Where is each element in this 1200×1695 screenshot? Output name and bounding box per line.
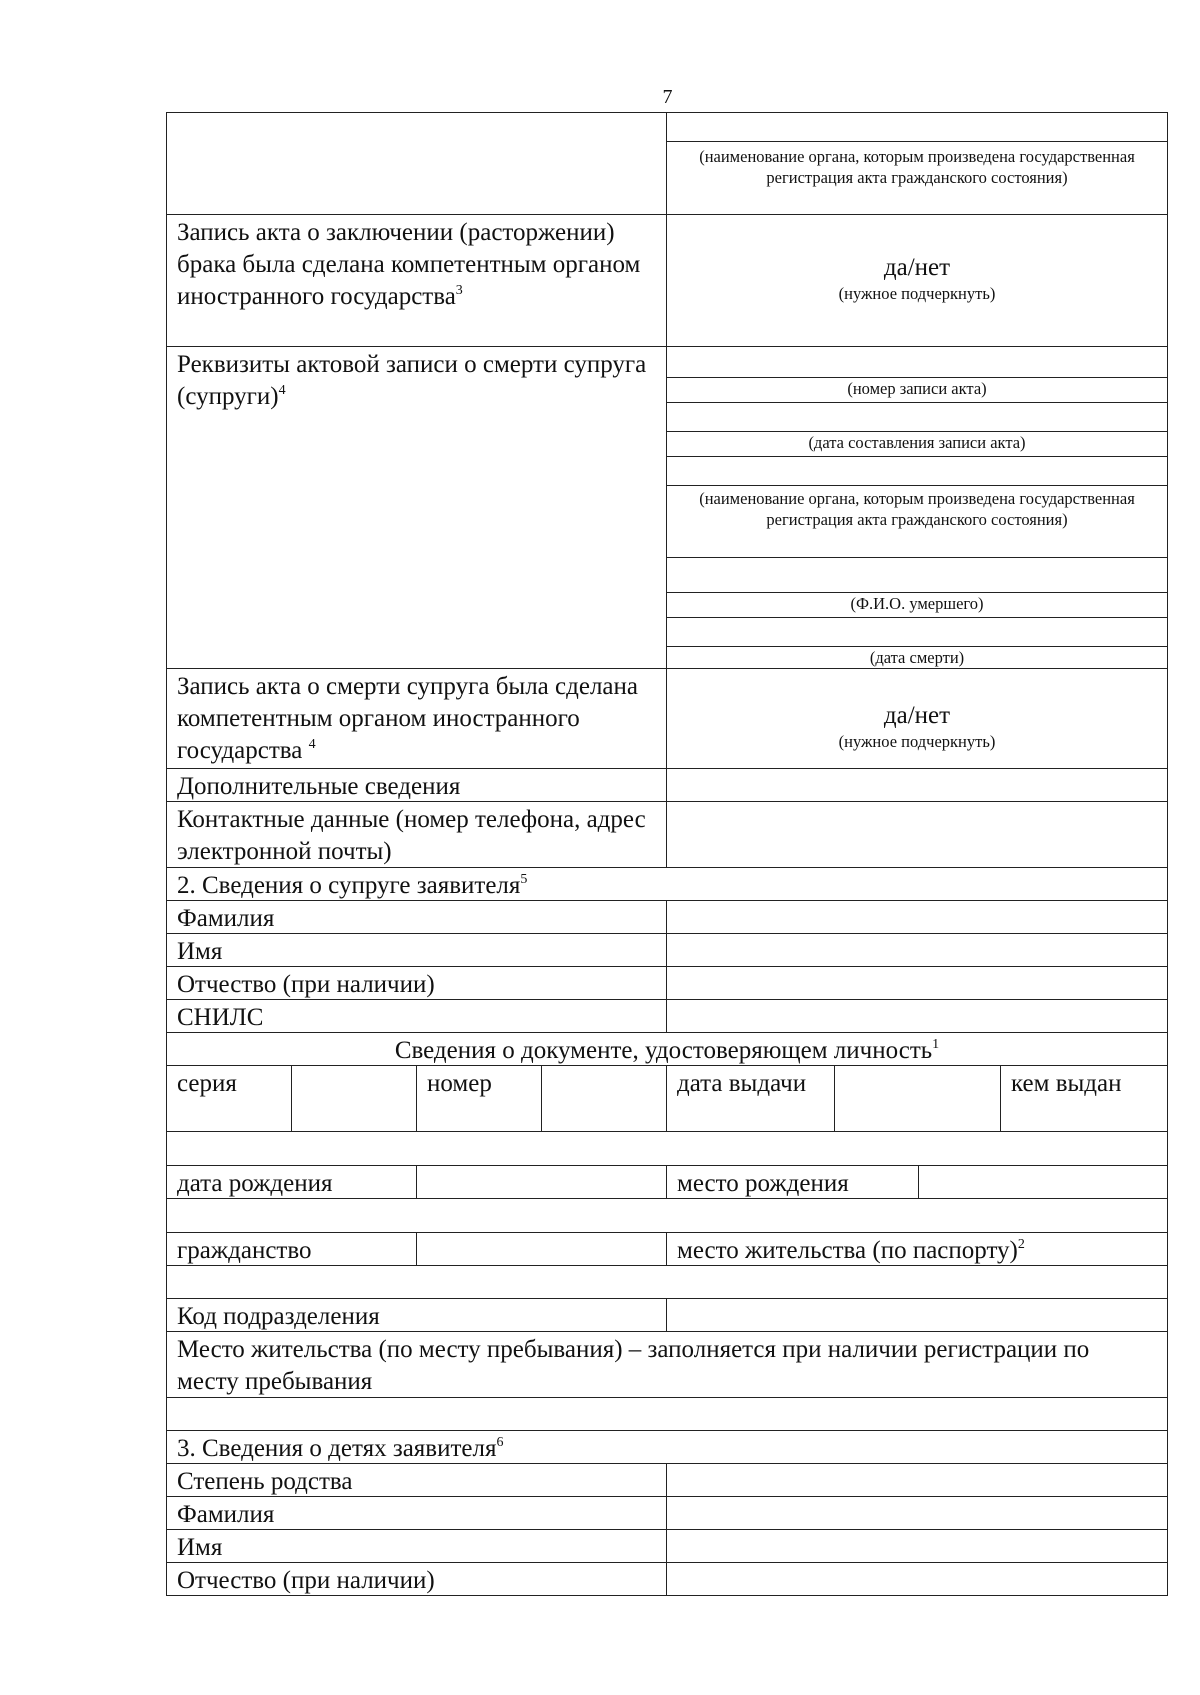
record-date-field[interactable] <box>667 403 1167 432</box>
issued-by-field[interactable] <box>167 1132 1167 1165</box>
number-field[interactable] <box>542 1066 667 1131</box>
spouse-patronymic-row <box>166 967 1168 1000</box>
organ-field[interactable] <box>667 113 1167 142</box>
child-name-row <box>166 1530 1168 1563</box>
record-number-field[interactable] <box>667 347 1167 378</box>
birth-place-extra-field[interactable] <box>167 1199 1167 1232</box>
citizenship-label: гражданство <box>167 1233 417 1265</box>
division-code-row <box>166 1299 1168 1332</box>
child-surname-field[interactable] <box>667 1497 1167 1529</box>
child-name-label: Имя <box>167 1530 667 1562</box>
issued-by-label: кем выдан <box>1011 1070 1122 1097</box>
section3-title-row <box>166 1431 1168 1464</box>
residence-value-row <box>166 1266 1168 1299</box>
residence-field[interactable] <box>167 1266 1167 1298</box>
spouse-snils-row <box>166 1000 1168 1033</box>
child-patronymic-row <box>166 1563 1168 1596</box>
foreign-death-label: Запись акта о смерти супруга была сделана компетентным органом иностранного государства $^4$ <box>167 669 667 768</box>
section2-title: 2. Сведения о супруге заявителя$^5$ <box>177 872 528 899</box>
series-field[interactable] <box>292 1066 417 1131</box>
foreign-death-row <box>166 669 1168 769</box>
stay-place-value-row <box>166 1398 1168 1431</box>
death-record-label: Реквизиты актовой записи о смерти супруга (супруги)$^4$ <box>167 347 667 668</box>
contacts-field[interactable] <box>667 802 1167 867</box>
stay-place-row <box>166 1332 1168 1398</box>
organ-caption: (наименование органа, которым произведена государственная регистрация акта гражданского состояния) <box>699 147 1135 187</box>
spouse-name-row <box>166 934 1168 967</box>
birth-date-field[interactable] <box>417 1166 667 1198</box>
id-doc-fields-row <box>166 1066 1168 1132</box>
underline-hint: (нужное подчеркнуть) <box>838 284 996 303</box>
issued-by-value-row <box>166 1132 1168 1166</box>
child-patronymic-label: Отчество (при наличии) <box>167 1563 667 1595</box>
stay-place-field[interactable] <box>167 1398 1167 1430</box>
foreign-marriage-row <box>166 215 1168 347</box>
empty-label-cell <box>167 113 667 214</box>
additional-row <box>166 769 1168 802</box>
record-number-caption: (номер записи акта) <box>667 378 1167 403</box>
issue-date-label: дата выдачи <box>667 1066 835 1131</box>
division-code-label: Код подразделения <box>167 1299 667 1331</box>
death-organ-caption: (наименование органа, которым произведена государственная регистрация акта гражданского состояния) <box>667 486 1167 558</box>
contacts-row <box>166 802 1168 868</box>
number-label: номер <box>417 1066 542 1131</box>
spouse-surname-label: Фамилия <box>167 901 667 933</box>
record-date-caption: (дата составления записи акта) <box>667 432 1167 457</box>
child-surname-label: Фамилия <box>167 1497 667 1529</box>
spouse-patronymic-label: Отчество (при наличии) <box>167 967 667 999</box>
yes-no-choice-death[interactable]: да/нет <box>883 702 951 729</box>
issue-date-field[interactable] <box>835 1066 1001 1131</box>
death-record-row <box>166 347 1168 669</box>
spouse-patronymic-field[interactable] <box>667 967 1167 999</box>
birth-place-label: место рождения <box>667 1166 919 1198</box>
contacts-label: Контактные данные (номер телефона, адрес электронной почты) <box>167 802 667 867</box>
additional-label: Дополнительные сведения <box>167 769 667 801</box>
underline-hint-death: (нужное подчеркнуть) <box>838 732 996 751</box>
birth-place-value-row <box>166 1199 1168 1233</box>
id-doc-header: Сведения о документе, удостоверяющем личность$^1$ <box>394 1037 940 1064</box>
child-patronymic-field[interactable] <box>667 1563 1167 1595</box>
child-surname-row <box>166 1497 1168 1530</box>
death-organ-field[interactable] <box>667 457 1167 486</box>
residence-label: место жительства (по паспорту)$^2$ <box>677 1237 1025 1264</box>
spouse-snils-field[interactable] <box>667 1000 1167 1032</box>
id-doc-header-row <box>166 1033 1168 1066</box>
series-label: серия <box>167 1066 292 1131</box>
spouse-snils-label: СНИЛС <box>167 1000 667 1032</box>
application-form <box>166 112 1168 1596</box>
organ-row <box>166 113 1168 215</box>
foreign-marriage-label: Запись акта о заключении (расторжении) брака была сделана компетентным органом иностранного государства$^3$ <box>167 215 667 346</box>
child-name-field[interactable] <box>667 1530 1167 1562</box>
page-number: 7 <box>662 86 673 108</box>
spouse-surname-field[interactable] <box>667 901 1167 933</box>
death-date-field[interactable] <box>667 618 1167 647</box>
spouse-surname-row <box>166 901 1168 934</box>
birth-row <box>166 1166 1168 1199</box>
citizenship-field[interactable] <box>417 1233 667 1265</box>
division-code-field[interactable] <box>667 1299 1167 1331</box>
child-relation-row <box>166 1464 1168 1497</box>
spouse-name-field[interactable] <box>667 934 1167 966</box>
deceased-name-caption: (Ф.И.О. умершего) <box>667 593 1167 618</box>
deceased-name-field[interactable] <box>667 558 1167 593</box>
spouse-name-label: Имя <box>167 934 667 966</box>
section2-title-row <box>166 868 1168 901</box>
birth-place-field[interactable] <box>919 1166 1167 1198</box>
child-relation-field[interactable] <box>667 1464 1167 1496</box>
child-relation-label: Степень родства <box>167 1464 667 1496</box>
yes-no-choice[interactable]: да/нет <box>883 254 951 281</box>
section3-title: 3. Сведения о детях заявителя$^6$ <box>177 1435 504 1462</box>
citizenship-row <box>166 1233 1168 1266</box>
additional-field[interactable] <box>667 769 1167 801</box>
death-date-caption: (дата смерти) <box>869 648 965 667</box>
birth-date-label: дата рождения <box>167 1166 417 1198</box>
stay-place-label: Место жительства (по месту пребывания) – заполняется при наличии регистрации по месту пребывания <box>177 1336 1090 1395</box>
